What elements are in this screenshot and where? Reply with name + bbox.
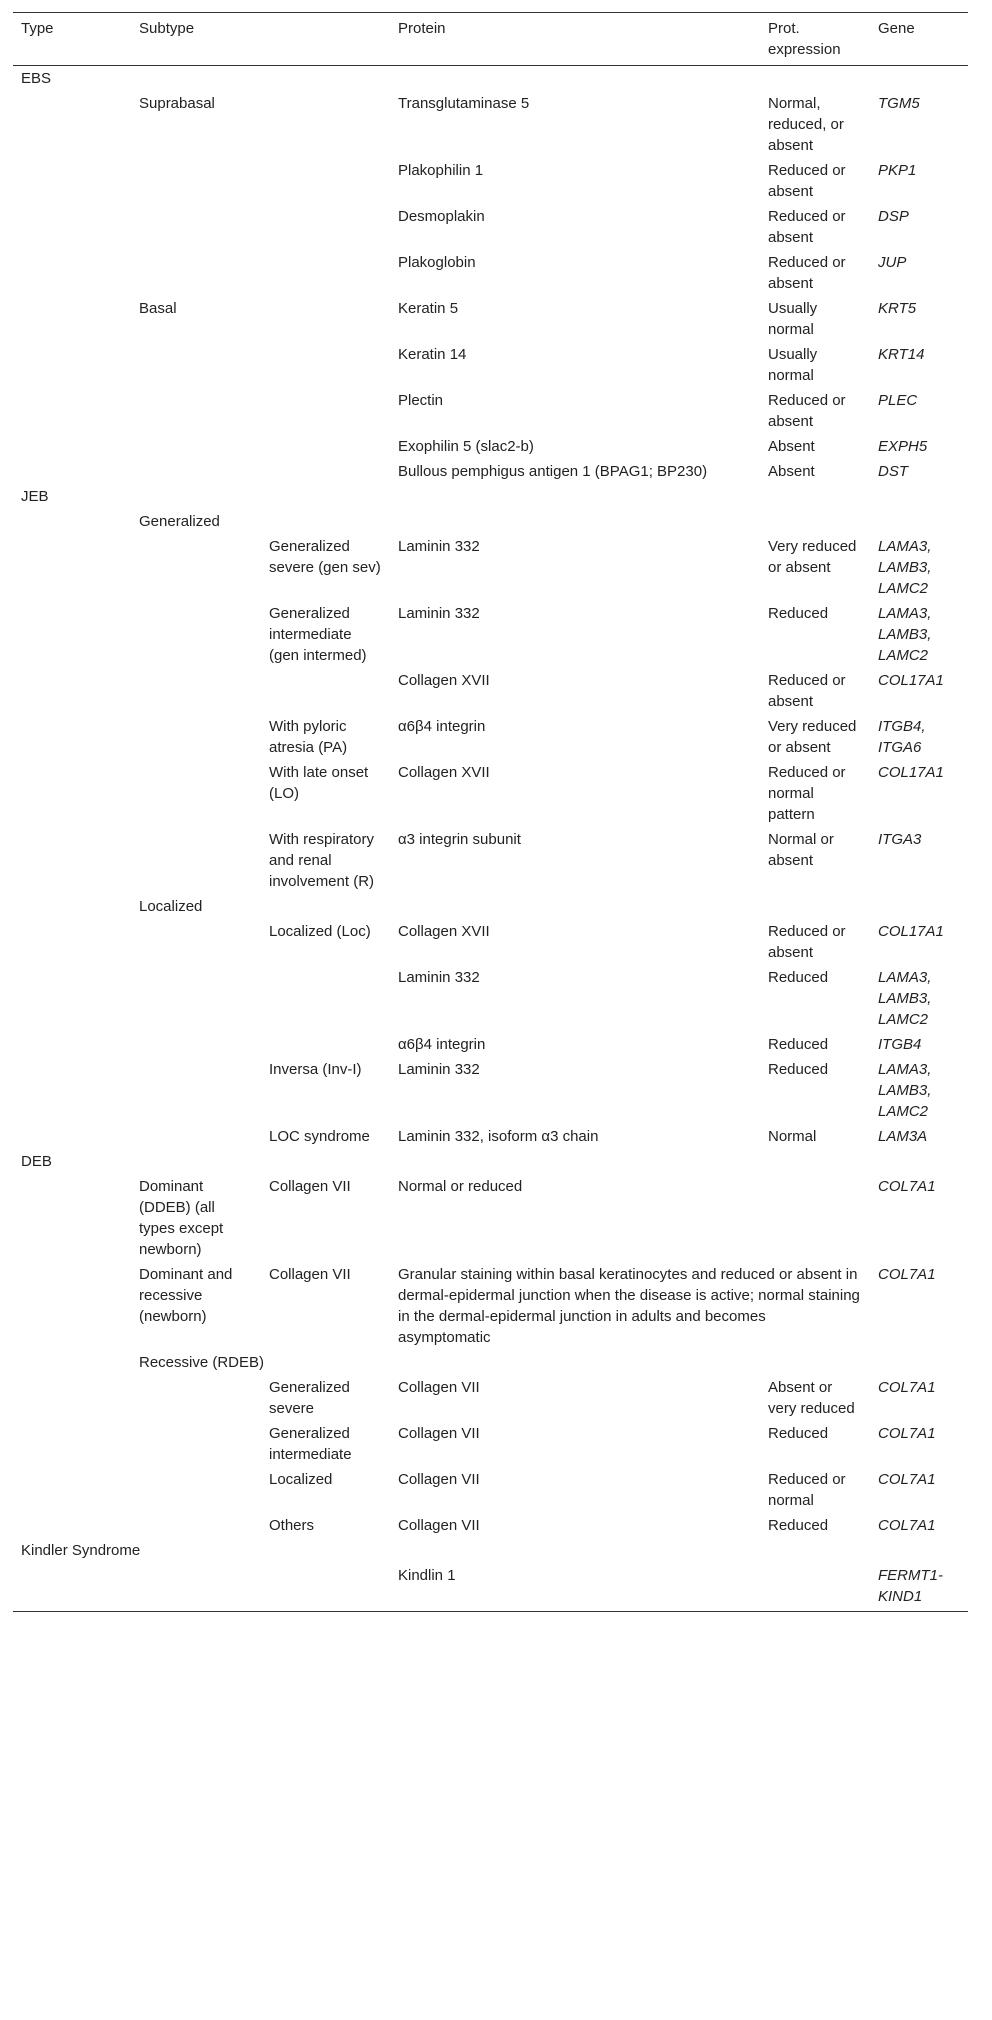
- subtype-cell: [131, 342, 261, 388]
- subtype-cell: [131, 1032, 261, 1057]
- gene-cell: DST: [878, 463, 908, 480]
- empty-cell: [13, 827, 131, 894]
- table-row: [13, 1124, 968, 1149]
- subtype-cell: Generalized: [139, 513, 220, 530]
- protein-cell: Plakoglobin: [398, 254, 476, 271]
- subtype-detail-cell: With late onset (LO): [269, 764, 369, 802]
- expression-cell: Very reduced or absent: [768, 718, 857, 756]
- table-row: [13, 509, 968, 534]
- protein-cell: α6β4 integrin: [398, 718, 486, 735]
- subtype-cell: Recessive (RDEB): [139, 1354, 265, 1371]
- empty-cell: [13, 204, 131, 250]
- header-gene: Gene: [870, 13, 968, 66]
- empty-cell: [13, 601, 131, 668]
- empty-cell: [13, 534, 131, 601]
- protein-cell: Collagen XVII: [398, 923, 490, 940]
- expression-cell: Absent: [768, 463, 815, 480]
- protein-cell: Transglutaminase 5: [398, 95, 530, 112]
- gene-cell: JUP: [878, 254, 907, 271]
- table-row: [13, 342, 968, 388]
- table-row: [13, 91, 968, 158]
- table-row: [13, 204, 968, 250]
- subtype-cell: [131, 204, 261, 250]
- expression-cell: Reduced or absent: [768, 254, 846, 292]
- protein-cell: Collagen VII: [269, 1178, 351, 1195]
- gene-cell: ITGB4, ITGA6: [878, 718, 926, 756]
- subtype-cell: Localized: [139, 898, 203, 915]
- type-cell: JEB: [21, 488, 49, 505]
- empty-cell: [13, 296, 131, 342]
- table-row: [13, 827, 968, 894]
- table-row: [13, 1467, 968, 1513]
- protein-cell: Collagen VII: [398, 1379, 480, 1396]
- gene-cell: KRT14: [878, 346, 925, 363]
- subtype-detail-cell: [261, 459, 390, 484]
- type-cell: EBS: [21, 70, 52, 87]
- gene-cell: ITGA3: [878, 831, 922, 848]
- empty-cell: [13, 1057, 131, 1124]
- type-cell: DEB: [21, 1153, 52, 1170]
- table-row: [13, 1538, 968, 1563]
- protein-cell: Keratin 5: [398, 300, 459, 317]
- table-row: [13, 668, 968, 714]
- expression-cell: Absent: [768, 438, 815, 455]
- table-row: [13, 459, 968, 484]
- table-row: [13, 1174, 968, 1262]
- subtype-cell: [131, 1467, 261, 1513]
- subtype-cell: Basal: [139, 300, 177, 317]
- table-row: [13, 1421, 968, 1467]
- expression-cell: Normal or absent: [768, 831, 834, 869]
- subtype-detail-cell: Generalized intermediate: [269, 1425, 352, 1463]
- expression-cell: Normal, reduced, or absent: [768, 95, 844, 154]
- protein-cell: Collagen VII: [269, 1266, 351, 1283]
- gene-cell: COL7A1: [878, 1178, 936, 1195]
- gene-cell: PLEC: [878, 392, 918, 409]
- gene-cell: FERMT1-KIND1: [870, 1563, 968, 1612]
- subtype-cell: [131, 250, 261, 296]
- protein-cell: Plectin: [398, 392, 444, 409]
- subtype-detail-cell: Localized: [269, 1471, 333, 1488]
- table-row: [13, 66, 968, 92]
- empty-cell: [13, 1124, 131, 1149]
- empty-cell: [13, 1421, 131, 1467]
- empty-cell: [13, 459, 131, 484]
- empty-cell: [13, 1174, 131, 1262]
- protein-cell: Laminin 332: [398, 969, 480, 986]
- subtype-cell: [131, 714, 261, 760]
- expression-cell: Reduced or absent: [768, 162, 846, 200]
- empty-cell: [13, 250, 131, 296]
- expression-cell: Reduced or absent: [768, 672, 846, 710]
- subtype-detail-cell: [261, 388, 390, 434]
- subtype-cell: [131, 534, 261, 601]
- subtype-detail-cell: [261, 965, 390, 1032]
- expression-cell: Reduced or normal: [768, 1471, 846, 1509]
- expression-cell: Reduced or absent: [768, 923, 846, 961]
- subtype-detail-cell: [261, 158, 390, 204]
- gene-cell: LAMA3, LAMB3, LAMC2: [878, 538, 932, 597]
- empty-cell: [13, 1350, 131, 1375]
- empty-cell: [13, 919, 131, 965]
- table-row: [13, 919, 968, 965]
- expression-cell: Granular staining within basal keratinocytes and reduced or absent in dermal-epidermal junction when the disease is active; normal staining in the dermal-epidermal junction in adults and becomes asymptomatic: [398, 1266, 860, 1346]
- gene-cell: LAM3A: [878, 1128, 928, 1145]
- subtype-cell: [131, 1421, 261, 1467]
- protein-cell: Collagen VII: [398, 1517, 480, 1534]
- table-row: [13, 1032, 968, 1057]
- subtype-detail-cell: [261, 91, 390, 158]
- table-row: [13, 1350, 968, 1375]
- protein-cell: Desmoplakin: [398, 208, 485, 225]
- expression-cell: Normal: [768, 1128, 817, 1145]
- subtype-detail-cell: [261, 434, 390, 459]
- subtype-detail-cell: [261, 1032, 390, 1057]
- table-row: [13, 601, 968, 668]
- table-row: [13, 534, 968, 601]
- table-body: [13, 66, 968, 1612]
- gene-cell: LAMA3, LAMB3, LAMC2: [878, 969, 932, 1028]
- subtype-detail-cell: [261, 250, 390, 296]
- subtype-cell: [131, 965, 261, 1032]
- table-row: [13, 1262, 968, 1350]
- empty-cell: [13, 434, 131, 459]
- gene-cell: TGM5: [878, 95, 920, 112]
- protein-cell: Exophilin 5 (slac2-b): [398, 438, 534, 455]
- empty-cell: [13, 1513, 131, 1538]
- type-cell: Kindler Syndrome: [21, 1542, 141, 1559]
- expression-cell: Reduced or absent: [768, 392, 846, 430]
- header-row: [13, 13, 968, 66]
- empty-cell: [13, 1375, 131, 1421]
- gene-cell: EXPH5: [878, 438, 928, 455]
- subtype-cell: Suprabasal: [139, 95, 215, 112]
- table-row: [13, 965, 968, 1032]
- expression-cell: Normal or reduced: [398, 1178, 523, 1195]
- expression-cell: Very reduced or absent: [768, 538, 857, 576]
- subtype-cell: [131, 1563, 261, 1612]
- empty-cell: [13, 1563, 131, 1612]
- subtype-detail-cell: [261, 204, 390, 250]
- subtype-cell: [131, 434, 261, 459]
- table-row: [13, 388, 968, 434]
- gene-cell: COL17A1: [878, 923, 944, 940]
- gene-cell: COL17A1: [878, 764, 944, 781]
- protein-cell: Laminin 332: [398, 1061, 480, 1078]
- subtype-detail-cell: Others: [269, 1517, 315, 1534]
- table-row: [13, 434, 968, 459]
- expression-cell: Reduced: [768, 969, 829, 986]
- subtype-cell: Dominant (DDEB) (all types except newborn): [139, 1178, 224, 1258]
- protein-cell: Laminin 332, isoform α3 chain: [398, 1128, 599, 1145]
- empty-cell: [13, 91, 131, 158]
- subtype-cell: Dominant and recessive (newborn): [139, 1266, 233, 1325]
- empty-cell: [13, 509, 131, 534]
- expression-cell: Absent or very reduced: [768, 1379, 855, 1417]
- gene-cell: LAMA3, LAMB3, LAMC2: [878, 1061, 932, 1120]
- subtype-cell: [131, 158, 261, 204]
- table-row: [13, 1563, 968, 1612]
- header-prot-expression: Prot. expression: [760, 13, 870, 66]
- subtype-cell: [131, 1375, 261, 1421]
- subtype-detail-cell: With pyloric atresia (PA): [269, 718, 348, 756]
- gene-cell: COL7A1: [878, 1379, 936, 1396]
- subtype-cell: [131, 668, 261, 714]
- table-row: [13, 158, 968, 204]
- protein-cell: Bullous pemphigus antigen 1 (BPAG1; BP230): [398, 463, 708, 480]
- table-row: [13, 714, 968, 760]
- header-subtype: Subtype: [131, 13, 261, 66]
- subtype-cell: [131, 601, 261, 668]
- empty-cell: [13, 342, 131, 388]
- expression-cell: Reduced: [768, 1517, 829, 1534]
- expression-cell: Reduced: [768, 1036, 829, 1053]
- empty-cell: [13, 965, 131, 1032]
- subtype-cell: [131, 827, 261, 894]
- gene-cell: COL17A1: [878, 672, 944, 689]
- subtype-detail-cell: Inversa (Inv-I): [269, 1061, 362, 1078]
- subtype-detail-cell: [261, 1563, 390, 1612]
- header-type: Type: [13, 13, 131, 66]
- protein-cell: Collagen VII: [398, 1471, 480, 1488]
- subtype-cell: [131, 1513, 261, 1538]
- expression-cell: Reduced or normal pattern: [768, 764, 846, 823]
- protein-cell: Keratin 14: [398, 346, 467, 363]
- subtype-detail-cell: Localized (Loc): [269, 923, 371, 940]
- protein-cell: Plakophilin 1: [398, 162, 484, 179]
- subtype-detail-cell: Generalized intermediate (gen intermed): [269, 605, 367, 664]
- expression-cell: Reduced: [768, 605, 829, 622]
- empty-cell: [13, 894, 131, 919]
- protein-cell: Collagen XVII: [398, 764, 490, 781]
- subtype-cell: [131, 459, 261, 484]
- subtype-cell: [131, 919, 261, 965]
- gene-cell: COL7A1: [878, 1425, 936, 1442]
- protein-cell: Collagen XVII: [398, 672, 490, 689]
- empty-cell: [13, 714, 131, 760]
- table-row: [13, 1375, 968, 1421]
- expression-cell: [760, 1563, 870, 1612]
- eb-classification-table: [13, 12, 968, 1612]
- protein-cell: Laminin 332: [398, 605, 480, 622]
- protein-cell: Collagen VII: [398, 1425, 480, 1442]
- subtype-cell: [131, 388, 261, 434]
- table-row: [13, 1513, 968, 1538]
- subtype-cell: [131, 1124, 261, 1149]
- table-row: [13, 894, 968, 919]
- gene-cell: COL7A1: [878, 1266, 936, 1283]
- empty-cell: [13, 668, 131, 714]
- expression-cell: Usually normal: [768, 300, 818, 338]
- table-row: [13, 1149, 968, 1174]
- subtype-cell: [131, 1057, 261, 1124]
- gene-cell: KRT5: [878, 300, 917, 317]
- protein-cell: Laminin 332: [398, 538, 480, 555]
- gene-cell: ITGB4: [878, 1036, 922, 1053]
- gene-cell: PKP1: [878, 162, 917, 179]
- subtype-detail-cell: With respiratory and renal involvement (R): [269, 831, 375, 890]
- subtype-detail-cell: LOC syndrome: [269, 1128, 370, 1145]
- table-row: [13, 1057, 968, 1124]
- subtype-detail-cell: Generalized severe: [269, 1379, 350, 1417]
- empty-cell: [13, 760, 131, 827]
- gene-cell: LAMA3, LAMB3, LAMC2: [878, 605, 932, 664]
- expression-cell: Reduced: [768, 1061, 829, 1078]
- empty-cell: [13, 1262, 131, 1350]
- gene-cell: COL7A1: [878, 1471, 936, 1488]
- subtype-detail-cell: [261, 668, 390, 714]
- table-row: [13, 250, 968, 296]
- empty-cell: [13, 158, 131, 204]
- expression-cell: Reduced: [768, 1425, 829, 1442]
- table-row: [13, 484, 968, 509]
- subtype-detail-cell: Generalized severe (gen sev): [269, 538, 381, 576]
- subtype-detail-cell: [261, 342, 390, 388]
- empty-cell: [13, 1467, 131, 1513]
- gene-cell: DSP: [878, 208, 909, 225]
- subtype-detail-cell: [261, 296, 390, 342]
- header-protein: Protein: [390, 13, 760, 66]
- empty-cell: [13, 388, 131, 434]
- expression-cell: Reduced or absent: [768, 208, 846, 246]
- gene-cell: COL7A1: [878, 1517, 936, 1534]
- subtype-cell: [131, 760, 261, 827]
- expression-cell: Usually normal: [768, 346, 818, 384]
- protein-cell: α3 integrin subunit: [398, 831, 521, 848]
- table-row: [13, 296, 968, 342]
- protein-cell: Kindlin 1: [390, 1563, 760, 1612]
- table-row: [13, 760, 968, 827]
- empty-cell: [13, 1032, 131, 1057]
- protein-cell: α6β4 integrin: [398, 1036, 486, 1053]
- header-subtype-detail: [261, 13, 390, 66]
